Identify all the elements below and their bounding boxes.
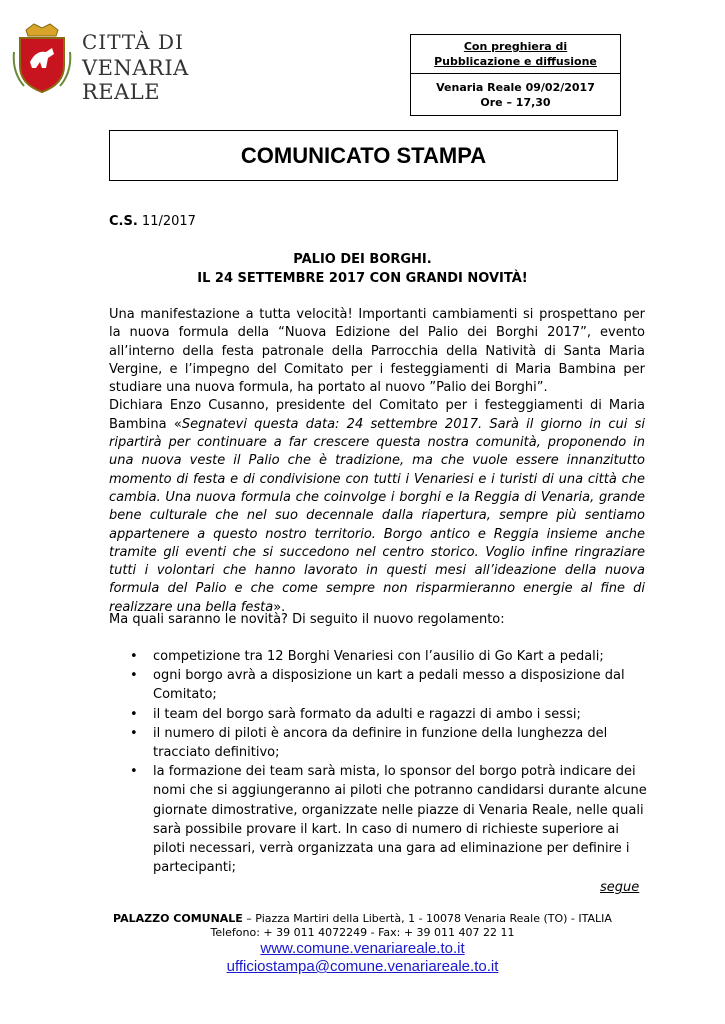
website-link[interactable]: www.comune.venariareale.to.it <box>260 940 465 957</box>
crest-icon <box>12 22 72 94</box>
bullet-icon: • <box>130 706 138 722</box>
rule-text: competizione tra 12 Borghi Venariesi con l’ausilio di Go Kart a pedali; <box>153 649 604 664</box>
bullet-icon: • <box>130 649 138 664</box>
list-item <box>130 762 650 877</box>
rule-text: la formazione dei team sarà mista, lo sponsor del borgo potrà indicare dei nomi che si aggiungeranno ai piloti che potranno candidarsi durante alcune giornate dimostrative, organizzate nelle piazze di Venaria Reale, nelle quali sarà possibile provare il kart. In caso di numero di richieste superiore ai piloti necessari, verrà organizzata una gara ad eliminazione per definire i partecipanti; <box>153 764 647 876</box>
press-release-number <box>109 214 196 229</box>
rules-intro: Ma quali saranno le novità? Di seguito il nuovo regolamento: <box>109 612 505 627</box>
rules-list <box>130 647 650 877</box>
document-title: COMUNICATO STAMPA <box>109 130 618 181</box>
list-item <box>130 647 650 666</box>
publication-request-line2: Pubblicazione e diffusione <box>434 55 597 68</box>
quote-lead: Dichiara Enzo Cusanno, presidente del Comitato per i festeggiamenti di Maria Bambina « <box>109 398 645 432</box>
footer-office: PALAZZO COMUNALE <box>113 912 243 925</box>
release-time: Ore – 17,30 <box>480 95 551 109</box>
paragraph-1: Una manifestazione a tutta velocità! Importanti cambiamenti si prospettano per la nuova formula della “Nuova Edizione del Palio dei Borghi 2017”, evento all’interno della festa patronale della Parrocchia della Natività di Santa Maria Vergine, e l’impegno del Comitato per i festeggiamenti di Maria Bambina per studiare una nuova formula, ha portato al nuovo ”Palio dei Borghi”. <box>109 307 645 396</box>
list-item <box>130 724 650 762</box>
city-name-line1: CITTÀ DI <box>82 30 184 54</box>
bullet-icon: • <box>130 725 138 741</box>
cs-label: C.S. <box>109 214 138 229</box>
paragraph-2 <box>109 397 645 617</box>
cs-number: 11/2017 <box>141 214 196 229</box>
list-item <box>130 705 650 724</box>
quote-text: Segnatevi questa data: 24 settembre 2017. Sarà il giorno in cui si ripartirà per continuare a far crescere questa nostra comunità, proponendo in una nuova veste il Palio che è tradizione, ma che vuole essere innanzitutto momento di festa e di condivisione con tutti i Venariesi e i turisti di una città che cambia. Una nuova formula che coinvolge i borghi e la Reggia di Venaria, grande bene culturale che nel suo decennale dalla riapertura, sempre più sentiamo appartenere a questo nostro territorio. Borgo antico e Reggia insieme anche tramite gli eventi che si succedono nel centro storico. Voglio infine ringraziare tutti i volontari che hanno lavorato in questi mesi all’ideazione della nuova formula del Palio e che come sempre non risparmieranno energie al fine di realizzare una bella festa <box>109 416 645 615</box>
rule-text: il team del borgo sarà formato da adulti e ragazzi di ambo i sessi; <box>153 706 581 722</box>
headline-line1: PALIO DEI BORGHI. <box>293 252 432 267</box>
footer-address-text: – Piazza Martiri della Libertà, 1 - 10078 Venaria Reale (TO) - ITALIA <box>242 912 612 925</box>
headline <box>109 250 616 288</box>
email-link[interactable]: ufficiostampa@comune.venariareale.to.it <box>226 958 499 975</box>
footer-phone: Telefono: + 39 011 4072249 - Fax: + 39 011 407 22 11 <box>210 926 515 939</box>
footer <box>0 912 725 976</box>
list-item <box>130 666 650 704</box>
headline-line2: IL 24 SETTEMBRE 2017 CON GRANDI NOVITÀ! <box>197 271 528 286</box>
release-date: Venaria Reale 09/02/2017 <box>436 80 595 94</box>
quote-close: ». <box>273 599 286 615</box>
rule-text: ogni borgo avrà a disposizione un kart a pedali messo a disposizione dal Comitato; <box>153 668 625 703</box>
continued-marker: segue <box>600 880 640 895</box>
bullet-icon: • <box>130 668 138 684</box>
publication-box <box>410 34 621 116</box>
footer-address <box>0 912 725 926</box>
city-logo <box>10 20 250 104</box>
body-text <box>109 306 645 617</box>
publication-request-line1: Con preghiera di <box>463 40 568 53</box>
bullet-icon: • <box>130 764 138 780</box>
city-name-line2: VENARIA REALE <box>82 56 189 104</box>
rule-text: il numero di piloti è ancora da definire in funzione della lunghezza del tracciato definitivo; <box>153 725 608 761</box>
